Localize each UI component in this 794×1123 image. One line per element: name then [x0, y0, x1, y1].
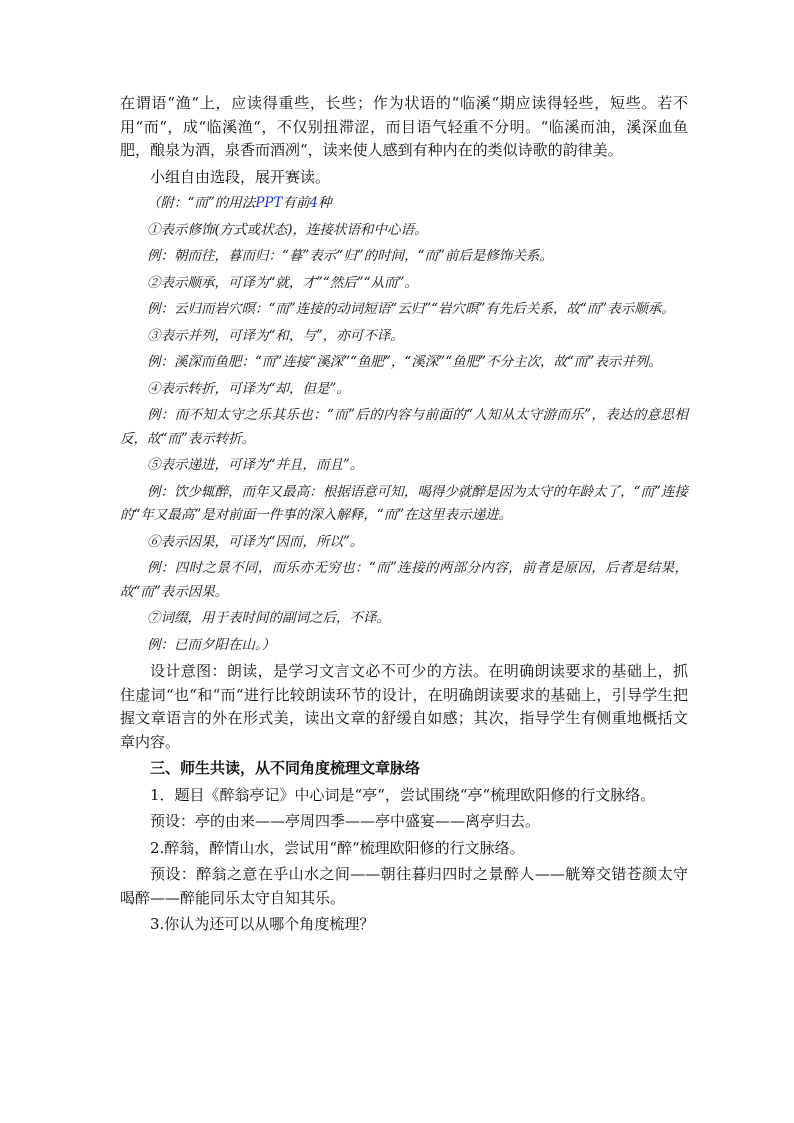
- note-usage-cause: ⑥表示因果，可译为“因而，所以”。: [147, 533, 364, 550]
- note-heading-text: （附：“而”的用法: [147, 195, 256, 211]
- note-usage-turn: ④表示转折，可译为“却，但是”。: [147, 380, 350, 397]
- paragraph-preset-2: 预设：醉翁之意在乎山水之间——朝往暮归四时之景醉人——觥筹交错苍颜太守喝醉——醉能同乐太守自知其乐。: [120, 865, 688, 907]
- note-heading-number: 4: [309, 195, 319, 211]
- note-example-cause: 例：四时之景不同，而乐亦无穷也：“而”连接的两部分内容，前者是原因，后者是结果，故“而”表示因果。: [120, 560, 688, 600]
- note-usage-affix: ⑦词缀，用于表时间的副词之后，不译。: [147, 610, 390, 626]
- document-page: [120, 92, 688, 940]
- paragraph-group-reading: 小组自由选段，展开赛读。: [150, 167, 331, 186]
- paragraph-item-1: 1．题目《醉翁亭记》中心词是“亭“，尝试围绕“亭“梳理欧阳修的行文脉络。: [150, 785, 656, 804]
- note-example-sequence: 例：云归而岩穴暝：“而”连接的动词短语“云归”“岩穴暝”有先后关系，故“而”表示顺承。: [147, 301, 675, 317]
- note-example-affix: 例：已而夕阳在山。）: [147, 636, 276, 653]
- note-usage-progress: ⑤表示递进，可译为“并且，而且”。: [147, 457, 364, 473]
- note-heading-text-3: 种: [318, 195, 332, 211]
- paragraph-design-intent: 设计意图：朗读，是学习文言文必不可少的方法。在明确朗读要求的基础上，抓住虚词“也“和“而“进行比较朗读环节的设计，在明确朗读要求的基础上，引导学生把握文章语言的外在形式美，读出文章的舒缓自如感；其次，指导学生有侧重地概括文章内容。: [120, 662, 688, 751]
- note-example-parallel: 例：溪深而鱼肥：“而”连接“溪深”“鱼肥”，“溪深”“鱼肥”不分主次，故“而”表示并列。: [147, 354, 662, 370]
- section-heading-3: 三、师生共读，从不同角度梳理文章脉络: [150, 759, 421, 777]
- note-heading: [120, 192, 688, 216]
- paragraph-reading-analysis: 在谓语“渔“上，应读得重些，长些；作为状语的“临溪“期应读得轻些，短些。若不用“而“，成“临溪渔“，不仅别扭滞涩，而目语气轻重不分明。“临溪而油，溪深血鱼肥，酿泉为酒，泉香而酒冽“，读来使人感到有种内在的类似诗歌的韵律美。: [120, 94, 688, 159]
- note-usage-parallel: ③表示并列，可译为“和，与”，亦可不译。: [147, 327, 404, 344]
- note-usage-sequence: ②表示顺承，可译为“就，才”“然后”“从而”。: [147, 274, 418, 291]
- note-example-modify: 例：朝而往，暮而归：“暮”表示“归”的时间，“而”前后是修饰关系。: [147, 248, 553, 264]
- paragraph-preset-1: 预设：亭的由来——亭周四季——亭中盛宴——离亭归去。: [150, 812, 541, 830]
- note-example-turn: 例：而不知太守之乐其乐也：“而”后的内容与前面的“人知从太守游而乐”，表达的意思相反，故“而”表示转折。: [120, 407, 688, 447]
- note-heading-text-2: 有前: [282, 195, 310, 211]
- note-example-progress: 例：饮少辄醉，而年又最高：根据语意可知，喝得少就醉是因为太守的年龄太了，“而”连接的“年又最高”是对前面一件事的深入解释，“而”在这里表示递进。: [120, 483, 688, 523]
- note-heading-ppt: PPT: [255, 195, 283, 211]
- paragraph-item-2: 2.醉翁，醉情山水，尝试用“醉“梳理欧阳修的行文脉络。: [150, 838, 525, 857]
- paragraph-item-3: 3.你认为还可以从哪个角度梳理？: [150, 915, 375, 933]
- note-usage-modify: ①表示修饰(方式或状态)，连接状语和中心语。: [147, 221, 428, 238]
